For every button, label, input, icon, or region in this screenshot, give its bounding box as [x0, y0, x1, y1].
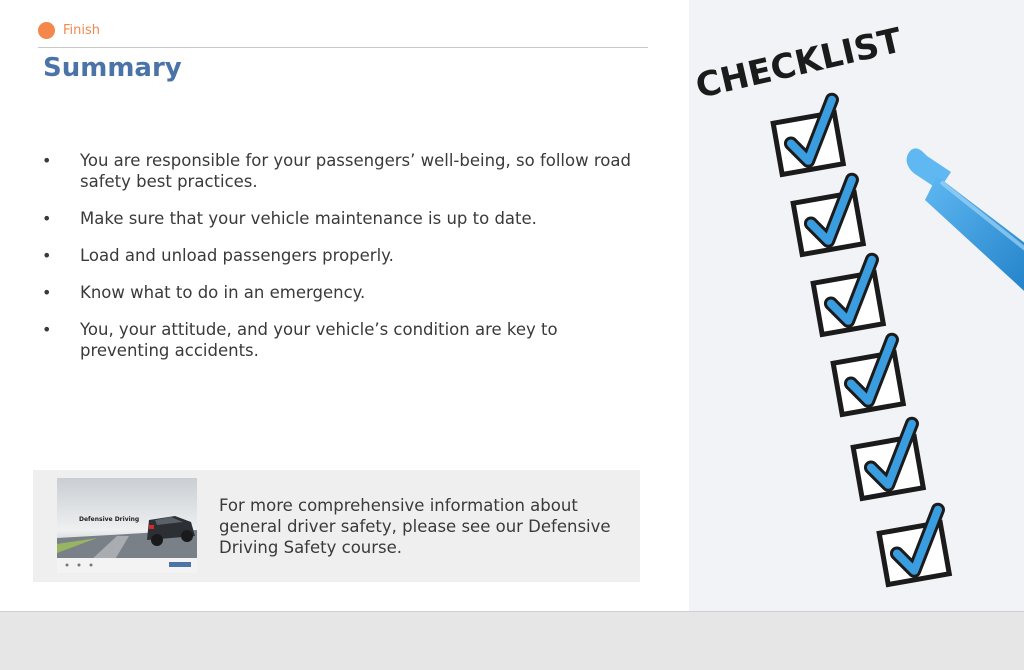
bullet-icon: •: [42, 246, 52, 265]
list-item: [40, 245, 650, 266]
bullet-icon: •: [42, 209, 52, 228]
list-item-text: You, your attitude, and your vehicle’s condition are key to preventing accidents.: [80, 320, 558, 360]
list-item-text: Know what to do in an emergency.: [80, 283, 366, 302]
bullet-icon: •: [42, 283, 52, 302]
bullet-icon: •: [42, 151, 52, 170]
list-item: [40, 282, 650, 303]
checklist-heading: CHECKLIST: [692, 20, 906, 107]
list-item: [40, 150, 650, 192]
summary-list: [40, 150, 650, 377]
section-indicator: [38, 21, 100, 39]
list-item: [40, 319, 650, 361]
title-divider: [38, 47, 648, 48]
promo-text: For more comprehensive information about general driver safety, please see our Defensive Driving Safety course.: [219, 496, 611, 557]
page-title: Summary: [43, 53, 182, 83]
thumbnail-title: Defensive Driving: [79, 516, 140, 523]
course-thumbnail-image: [57, 478, 197, 573]
list-item-text: Make sure that your vehicle maintenance is up to date.: [80, 209, 537, 228]
section-label: Finish: [63, 22, 101, 38]
course-thumbnail[interactable]: [57, 478, 197, 573]
player-bottom-bar: [0, 611, 1024, 670]
list-item-text: Load and unload passengers properly.: [80, 246, 394, 265]
course-promo: [33, 470, 640, 582]
circle-icon: [38, 22, 55, 39]
list-item: [40, 208, 650, 229]
list-item-text: You are responsible for your passengers’ well-being, so follow road safety best practices.: [80, 151, 631, 191]
bullet-icon: •: [42, 320, 52, 339]
checklist-icon: [689, 0, 1024, 611]
checklist-illustration: [689, 0, 1024, 611]
